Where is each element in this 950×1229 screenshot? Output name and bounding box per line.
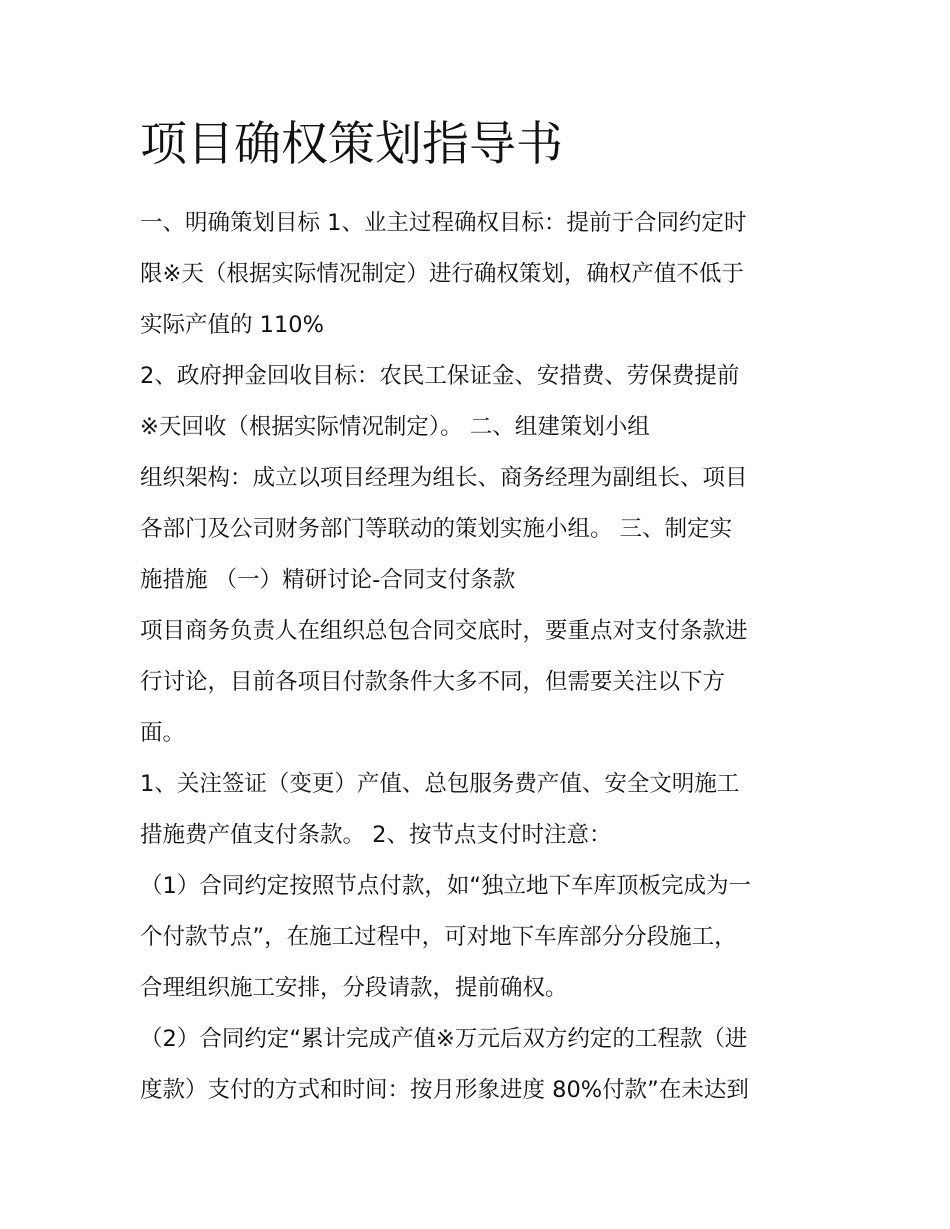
body-line: 实际产值的 110% <box>140 312 324 338</box>
body-line: 各部门及公司财务部门等联动的策划实施小组。 三、制定实 <box>140 516 733 542</box>
body-line: ※天回收（根据实际情况制定）。 二、组建策划小组 <box>140 414 650 440</box>
document-title: 项目确权策划指导书 <box>140 117 563 172</box>
body-line: 1、关注签证（变更）产值、总包服务费产值、安全文明施工 <box>140 771 740 797</box>
body-line: 合理组织施工安排，分段请款，提前确权。 <box>140 975 568 1001</box>
body-line: 面。 <box>140 720 186 746</box>
body-line: （1）合同约定按照节点付款，如“独立地下车库顶板完成为一 <box>140 873 751 899</box>
body-line: 施措施 （一）精研讨论-合同支付条款 <box>140 567 516 593</box>
body-line: （2）合同约定“累计完成产值※万元后双方约定的工程款（进 <box>140 1026 748 1052</box>
body-line: 2、政府押金回收目标：农民工保证金、安措费、劳保费提前 <box>140 363 740 389</box>
body-line: 度款）支付的方式和时间：按月形象进度 80%付款”在未达到 <box>140 1077 749 1103</box>
body-line: 个付款节点”，在施工过程中，可对地下车库部分分段施工， <box>140 924 737 950</box>
body-line: 措施费产值支付条款。 2、按节点支付时注意： <box>140 822 612 848</box>
body-line: 限※天（根据实际情况制定）进行确权策划，确权产值不低于 <box>140 261 744 287</box>
document-body <box>140 198 820 1116</box>
body-line: 项目商务负责人在组织总包合同交底时，要重点对支付条款进 <box>140 618 748 644</box>
body-line: 行讨论，目前各项目付款条件大多不同，但需要关注以下方 <box>140 669 726 695</box>
body-line: 一、明确策划目标 1、业主过程确权目标：提前于合同约定时 <box>140 210 747 236</box>
body-line: 组织架构：成立以项目经理为组长、商务经理为副组长、项目 <box>140 465 748 491</box>
